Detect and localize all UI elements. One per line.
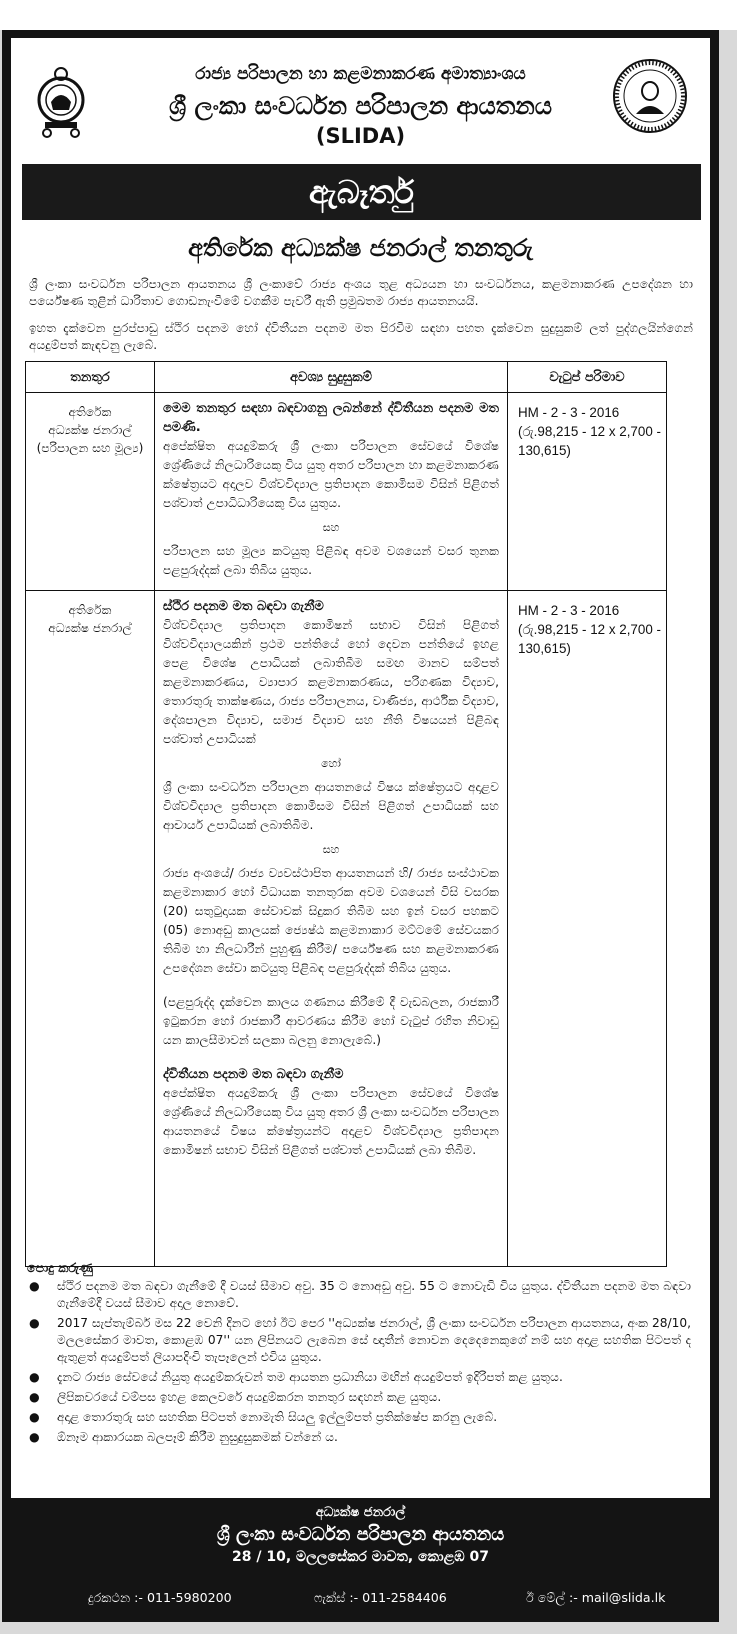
- conjunction: සහ: [322, 843, 340, 856]
- qualification-note: (පළපුරුද්ද දැක්වෙන කාලය ගණනය කිරීමේ දී වැඩබලන, රාජකාරී ඉටුකරන හෝ රාජකාරී ආවරණය කිරීම හෝ වැටුප් රහිත නිවාඩු යන කාලසීමාවන් සලකා බලනු නොලැබේ.): [163, 995, 499, 1047]
- note-text: ස්ථිර පදනම මත බඳවා ගැනීමේ දී වයස් සීමාව අවු. 35 ට නොඅඩු අවු. 55 ට නොවැඩි විය යුතුය. ද්විතීයන පදනම මත බඳවා ගැනීමේදී වයස් සීමාව අදාල නොවේ.: [57, 1279, 691, 1310]
- list-item: [27, 1429, 691, 1446]
- footer-institute: ශ්‍රී ලංකා සංවර්ධන පරිපාලන ආයතනය: [216, 1524, 505, 1545]
- email-address[interactable]: ඊ මේල් :- mail@slida.lk: [526, 1590, 666, 1605]
- qualifications-cell: [155, 591, 508, 1267]
- advertisement-body: [11, 38, 710, 1498]
- note-text: ලිපිකවරයේ වම්පස ඉහළ කෙලවරේ අයදුම්කරන තනතුර සඳහන් කළ යුතුය.: [57, 1390, 442, 1404]
- note-text: ඕනෑම ආකාරයක බලපෑම් කිරීම නුසුදුසුකමක් වන්නේ ය.: [57, 1430, 338, 1444]
- ministry-name: රාජ්‍ය පරිපාලන හා කළමනාකරණ අමාත්‍යාංශය: [195, 64, 526, 84]
- header-salary: වැටුප් පරිමාව: [508, 362, 667, 393]
- conjunction: සහ: [322, 521, 340, 534]
- qualifications-cell: [155, 393, 508, 591]
- salary-cell: [508, 591, 667, 1267]
- qualification-text: විශ්වවිද්‍යාල ප්‍රතිපාදන කොමිෂන් සභාව විසින් පිළිගත් විශ්වවිද්‍යාලයකින් ප්‍රථම පන්තියේ හෝ දෙවන පන්තියේ ඉහළ පෙළ විශේෂ උපාධියක් ලබාතිබීම සමඟ මානව සම්පත් කළමනාකරණය, ව්‍යාපාර කළමනාකරණය, පරිගණක විද්‍යාව, තොරතුරු තාක්ෂණය, රාජ්‍ය පරිපාලනය, වාණිජ්‍ය, ආර්ථික විද්‍යාව, දේශපාලන විද්‍යාව, සමාජ විද්‍යාව සහ නීති විෂයයන් පිළිබඳ පශ්චාත් උපාධියක්: [163, 618, 499, 746]
- salary-cell: [508, 393, 667, 591]
- footer-address: 28 / 10, මලලසේකර මාවත, කොළඹ 07: [232, 1549, 489, 1565]
- general-notes-title: පොදු කරුණු: [27, 1260, 94, 1275]
- conjunction: හෝ: [321, 757, 341, 770]
- table-row: [26, 393, 667, 591]
- institute-abbreviation: (SLIDA): [315, 124, 406, 148]
- table-header-row: [26, 362, 667, 393]
- bullet-icon: ●: [29, 1390, 40, 1404]
- list-item: [27, 1278, 691, 1312]
- post-line: (පරිපාලන සහ මූල්‍ය): [36, 441, 144, 455]
- salary-code: HM - 2 - 3 - 2016: [518, 405, 620, 420]
- qualification-text: පරිපාලන සහ මූල්‍ය කටයුතු පිළිබඳ අවම වශයෙන් වසර තුනක පළපුරුද්දක් ලබා තිබිය යුතුය.: [163, 544, 499, 577]
- note-text: අදාළ තොරතුරු සහ සහතික පිටපත් නොමැති සියලු ඉල්ලුම්පත් ප්‍රතික්ෂේප කරනු ලැබේ.: [57, 1410, 498, 1424]
- qualification-heading: ද්විතීයන පදනම මත බඳවා ගැනීම: [163, 1067, 344, 1082]
- post-cell: [26, 591, 155, 1267]
- qualification-heading: ස්ථිර පදනම මත බඳවා ගැනීම: [163, 599, 324, 614]
- post-cell: [26, 393, 155, 591]
- top-margin: [0, 0, 737, 30]
- qualification-text: අපේක්ෂිත අයදුම්කරු ශ්‍රී ලංකා පරිපාලන සේවයේ විශේෂ ශ්‍රේණියේ නිලධාරියෙකු විය යුතු අතර පරිපාලන හා කළමනාකරණ ක්ෂේත්‍රයට අදාලව විශ්වවිද්‍යාල ප්‍රතිපාදන කොමිසම විසින් පිළිගත් පශ්චාත් උපාධිධාරියෙකු විය යුතුය.: [163, 439, 499, 510]
- signatory: අධ්‍යක්ෂ ජනරාල්: [315, 1505, 406, 1520]
- fax-number: ෆැක්ස් :- 011-2584406: [314, 1590, 447, 1605]
- bullet-icon: ●: [29, 1370, 40, 1384]
- qualification-heading: මෙම තනතුර සඳහා බඳවාගනු ලබන්නේ ද්විතීයන පදනම මත පමණි.: [163, 401, 499, 435]
- header-qualifications: අවශ්‍ය සුදුසුකම්: [155, 362, 508, 393]
- list-item: [27, 1315, 691, 1366]
- salary-detail: (රු.98,215 - 12 x 2,700 - 130,615): [518, 622, 661, 656]
- vacancy-table: [25, 361, 667, 1267]
- post-title: අතිරේක අධ්‍යක්ෂ ජනරාල් තනතුරු: [188, 234, 533, 262]
- note-text: දැනට රාජ්‍ය සේවයේ නියුතු අයදුම්කරුවන් තම ආයතන ප්‍රධානියා මඟින් අයදුම්පත් ඉදිරිපත් කළ යුතුය.: [57, 1370, 563, 1384]
- intro-paragraph: ශ්‍රී ලංකා සංවර්ධන පරිපාලන ආයතනය ශ්‍රී ලංකාවේ රාජ්‍ය අංශය තුළ අධ්‍යයන හා සංවර්ධනය, කළමනාකරණ උපදේශන හා පර්යේෂණ තුළින් ධාරිතාව ගොඩනැංවීමේ වගකීම පැවරී ඇති ප්‍රමුඛතම රාජ්‍ය ආයතනයයි.: [29, 277, 693, 308]
- vacancies-banner: ඇබෑර්තු: [22, 164, 701, 220]
- slida-seal-icon: [612, 58, 688, 134]
- advertisement-page: [2, 30, 719, 1622]
- post-line: අතිරේක: [68, 603, 112, 617]
- general-notes-list: [27, 1278, 691, 1449]
- salary-code: HM - 2 - 3 - 2016: [518, 603, 620, 618]
- header-post: තනතුර: [26, 362, 155, 393]
- footer: [2, 1505, 719, 1565]
- bullet-icon: ●: [29, 1430, 40, 1444]
- bullet-icon: ●: [29, 1279, 40, 1293]
- post-line: අතිරේක: [68, 405, 112, 419]
- post-line: අධ්‍යක්ෂ ජනරාල්: [48, 621, 132, 635]
- bullet-icon: ●: [29, 1316, 40, 1330]
- qualification-text: අපේක්ෂිත අයදුම්කරු ශ්‍රී ලංකා පරිපාලන සේවයේ විශේෂ ශ්‍රේණියේ නිලධාරියෙකු විය යුතු අතර ශ්‍රී ලංකා සංවර්ධන පරිපාලන ආයතනයේ විෂය ක්ෂේත්‍රයන්ට අදාළව විශ්වවිද්‍යාල ප්‍රතිපාදන කොමිෂන් සභාව විසින් පිළිගත් පශ්චාත් උපාධියක් ලබා තිබීම.: [163, 1086, 499, 1157]
- intro-paragraph: ඉහත දැක්වෙන පුරප්පාඩු ස්ථිර පදනම හෝ ද්විතීයන පදනම මත පිරවීම සඳහා පහත දැක්වෙන සුදුසුකම් ලත් පුද්ගලයින්ගෙන් අයදුම්පත් කැඳවනු ලැබේ.: [29, 321, 693, 352]
- phone-number: දුරකථන :- 011-5980200: [88, 1590, 232, 1605]
- institute-name: ශ්‍රී ලංකා සංවර්ධන පරිපාලන ආයතනය: [168, 92, 553, 120]
- list-item: [27, 1389, 691, 1406]
- list-item: [27, 1409, 691, 1426]
- note-text: 2017 සැප්තැම්බර් මස 22 වෙනි දිනට හෝ ඊට පෙර ''අධ්‍යක්ෂ ජනරාල්, ශ්‍රී ලංකා සංවර්ධන පරිපාලන ආයතනය, අංක 28/10, මලලසේකර මාවත, කොළඹ 07'' යන ලිපිනයට ලැබෙන සේ ඥාතීන් නොවන දෙදෙනෙකුගේ නම් සහ අදාළ සහතික පිටපත් ද ඇතුළත් අයදුම්පත් ලියාපදිංචි තැපෑලෙන් එවිය යුතුය.: [57, 1316, 691, 1364]
- qualification-text: රාජ්‍ය අංශයේ/ රාජ්‍ය ව්‍යවස්ථාපිත ආයතනයන් හි/ රාජ්‍ය සංස්ථාවක කළමනාකාර හෝ විධායක තනතුරක අවම වශයෙන් විසි වසරක (20) සතුටුදායක සේවාවක් සිදුකර තිබීම සහ ඉන් වසර පහකට (05) නොඅඩු කාලයක් ජ්‍යෙෂ්ඨ කළමනාකාර මට්ටමේ සේවයකර තිබීම හා නිලධාරීන් පුහුණු කිරීම/ පර්යේෂණ සහ කළමනාකරණ උපදේශන සේවා කටයුතු පිළිබඳ පළපුරුද්දක් තිබිය යුතුය.: [163, 866, 499, 975]
- qualification-text: ශ්‍රී ලංකා සංවර්ධන පරිපාලන ආයතනයේ විෂය ක්ෂේත්‍රයට අදාළව විශ්වවිද්‍යාල ප්‍රතිපාදන කොමිසම විසින් පිළිගත් උපාධියක් සහ ආචාර්ය උපාධියක් ලබාතිබීම.: [163, 780, 499, 832]
- bullet-icon: ●: [29, 1410, 40, 1424]
- table-row: [26, 591, 667, 1267]
- salary-detail: (රු.98,215 - 12 x 2,700 - 130,615): [518, 424, 661, 458]
- list-item: [27, 1369, 691, 1386]
- post-line: අධ්‍යක්ෂ ජනරාල්: [48, 423, 132, 437]
